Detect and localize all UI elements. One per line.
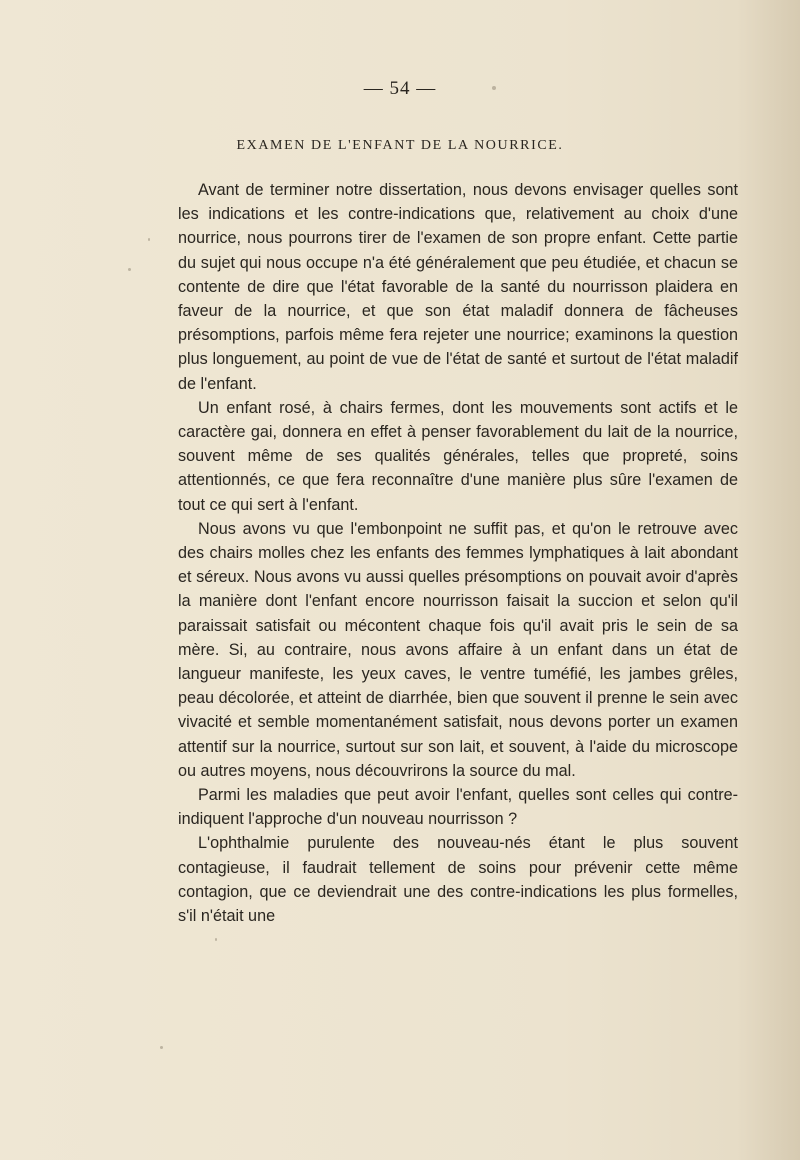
paragraph: Un enfant rosé, à chairs fermes, dont les mouvements sont actifs et le caractère gai, donnera en effet à penser favorablement du lait de la nourrice, souvent même de ses qualités générales, telles que propreté, soins attentionnés, ce que fera reconnaître d'une manière plus sûre l'examen de tout ce qui sert à l'enfant. (178, 398, 738, 514)
paper-speck (160, 1046, 163, 1049)
paper-speck (492, 86, 496, 90)
paper-speck (128, 268, 131, 271)
paper-speck (148, 238, 150, 241)
paragraph: Parmi les maladies que peut avoir l'enfant, quelles sont celles qui contre-indiquent l'approche d'un nouveau nourrisson ? (178, 786, 738, 829)
paragraph: Nous avons vu que l'embonpoint ne suffit pas, et qu'on le retrouve avec des chairs molles chez les enfants des femmes lymphatiques à lait abondant et séreux. Nous avons vu aussi quelles présomptions on pouvait avoir d'après la manière dont l'enfant encore nourrisson faisait la succion et selon qu'il paraissait satisfait ou mécontent chaque fois qu'il avait pris le sein de sa mère. Si, au contraire, nous avons affaire à un enfant dans un état de langueur manifeste, les yeux caves, le ventre tuméfié, les jambes grêles, peau décolorée, et atteint de diarrhée, bien que souvent il prenne le sein avec vivacité et semble momentanément satisfait, nous devons porter un examen attentif sur la nourrice, surtout sur son lait, et souvent, à l'aide du microscope ou autres moyens, nous découvrirons la source du mal. (178, 519, 738, 780)
paragraph: L'ophthalmie purulente des nouveau-nés étant le plus souvent contagieuse, il faudrait tellement de soins pour prévenir cette même contagion, que ce deviendrait une des contre-indications les plus formelles, s'il n'était une (178, 834, 738, 926)
paper-speck (215, 938, 217, 941)
paragraph: Avant de terminer notre dissertation, nous devons envisager quelles sont les indications et les contre-indications que, relativement au choix d'une nourrice, nous pourrons tirer de l'examen de son propre enfant. Cette partie du sujet qui nous occupe n'a été généralement que peu étudiée, et chacun se contente de dire que l'état favorable de la santé du nourrisson plaidera en faveur de la nourrice, et que son état maladif donnera de fâcheuses présomptions, parfois même fera rejeter une nourrice; examinons la question plus longuement, au point de vue de l'état de santé et surtout de l'état maladif de l'enfant. (178, 181, 738, 393)
section-title: EXAMEN DE L'ENFANT DE LA NOURRICE. (236, 138, 564, 153)
body-text (178, 178, 738, 928)
page-number: — 54 — (363, 78, 437, 99)
